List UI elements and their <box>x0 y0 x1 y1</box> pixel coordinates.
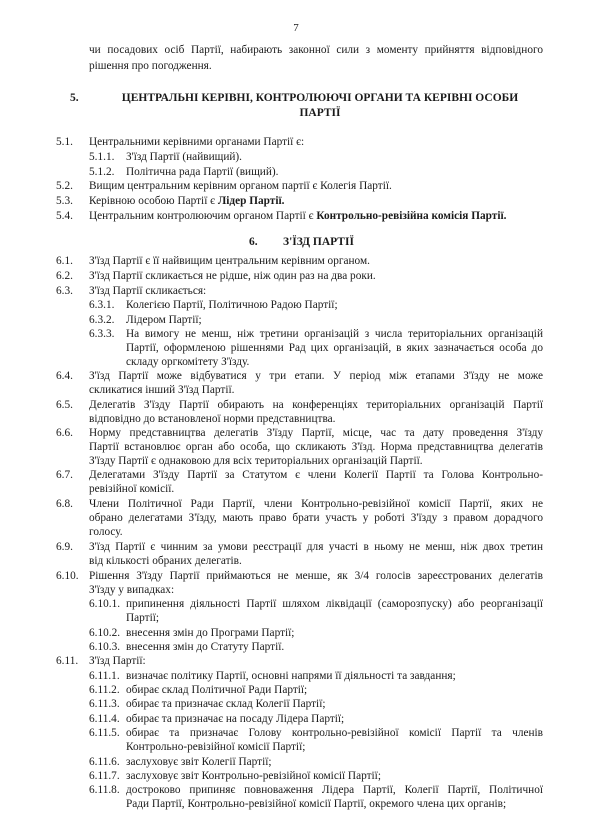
item-number: 6.7. <box>56 469 73 481</box>
item-text-line: З'їзд Партії може відбуватися у три етапи. У період між етапами З'їзду не може <box>89 370 543 382</box>
item-text: Вищим центральним керівним органом партії є Колегія Партії. <box>89 180 392 192</box>
item-text: З'їзд Партії: <box>89 655 146 667</box>
item-text-line: Делегатами З'їзду Партії за Статутом є члени Колегії Партії та Голова Контрольно- <box>89 469 543 481</box>
item-text-line: Норму представництва делегатів З'їзду Партії, місце, час та дату проведення З'їзду <box>89 427 543 439</box>
item-text-line: відповідно до встановленої норми представництва. <box>89 413 336 425</box>
item-number: 6.10.2. <box>89 627 121 639</box>
item-text-line: припинення діяльності Партії шляхом ліквідації (саморозпуску) або реорганізації <box>126 598 543 610</box>
item-text-line: Делегатів З'їзду Партії обирають на конференціях територіальних організацій Партії <box>89 399 543 411</box>
item-text: Лідером Партії; <box>126 314 202 326</box>
item-number: 6.11. <box>56 655 79 667</box>
item-number: 6.3.1. <box>89 299 115 311</box>
item-text-line: скликатися інший З'їзд Партії. <box>89 384 235 396</box>
item-number: 5.1. <box>56 136 73 148</box>
item-number: 6.5. <box>56 399 73 411</box>
item-number: 6.10.3. <box>89 641 121 653</box>
item-text-line: Ради Партії, Контрольно-ревізійної комісії Партії, окремого члена цих органів; <box>126 798 507 810</box>
item-number: 6.8. <box>56 498 73 510</box>
item-text-line: На вимогу не менш, ніж третини організацій з числа територіальних організацій <box>126 328 543 340</box>
item-text: З'їзд Партії скликається не рідше, ніж один раз на два роки. <box>89 270 376 282</box>
item-text-line: складу оргкомітету З'їзду. <box>126 356 250 368</box>
section-6-number: 6. <box>249 236 258 248</box>
item-text-line: Партії, оформленою рішеннями Рад цих організацій, в яких зазначається особа до <box>126 342 543 354</box>
item-number: 6.11.8. <box>89 784 120 796</box>
item-text: заслуховує звіт Колегії Партії; <box>126 756 272 768</box>
item-text: З'їзд Партії є її найвищим центральним керівним органом. <box>89 255 370 267</box>
item-text-line: Контрольно-ревізійної комісії Партії; <box>126 741 306 753</box>
item-text: З'їзд Партії (найвищий). <box>126 151 242 163</box>
item-text-line: від кількості обраних делегатів. <box>89 555 242 567</box>
section-5-title-line-2: ПАРТІЇ <box>299 107 341 119</box>
item-text-line: З'їзду у випадках: <box>89 584 175 596</box>
item-number: 5.3. <box>56 195 73 207</box>
item-text-line: обрано делегатами З'їзду, мають право брати участь у роботі З'їзду з правом дорадчого <box>89 512 543 524</box>
item-number: 6.11.3. <box>89 698 120 710</box>
item-number: 6.10. <box>56 570 79 582</box>
item-text: обирає та призначає склад Колегії Партії; <box>126 698 326 710</box>
item-text: Центральними керівними органами Партії є: <box>89 136 305 148</box>
item-number: 6.3.3. <box>89 328 115 340</box>
item-number: 6.3.2. <box>89 314 115 326</box>
item-text-line: ревізійної комісії. <box>89 483 175 495</box>
item-text-line: обирає та призначає Голову контрольно-ревізійної комісії Партії та членів <box>126 727 543 739</box>
item-text: заслуховує звіт Контрольно-ревізійної комісії Партії; <box>126 770 381 782</box>
item-number: 6.11.7. <box>89 770 120 782</box>
item-text: З'їзд Партії скликається: <box>89 285 207 297</box>
section-5-title-line-1: ЦЕНТРАЛЬНІ КЕРІВНІ, КОНТРОЛЮЮЧІ ОРГАНИ ТА КЕРІВНІ ОСОБИ <box>121 92 519 104</box>
item-text-line: голосу. <box>89 526 123 538</box>
bold-term: Контрольно-ревізійна комісія Партії. <box>316 210 507 222</box>
item-text: внесення змін до Програми Партії; <box>126 627 295 639</box>
item-number: 6.6. <box>56 427 73 439</box>
item-number: 5.2. <box>56 180 73 192</box>
item-number: 6.11.5. <box>89 727 120 739</box>
intro-line-1: чи посадових осіб Партії, набирають законної сили з моменту прийняття відповідного <box>89 44 543 56</box>
item-text-line: Партії встановлює орган або особа, що скликають З'їзд. Норма представництва делегатів <box>89 441 543 453</box>
item-text-line: достроково припиняє повноваження Лідера Партії, Колегії Партії, Політичної <box>126 784 543 796</box>
item-text-line: Члени Політичної Ради Партії, члени Контрольно-ревізійної комісії Партії, яких не <box>89 498 543 510</box>
item-text: обирає склад Політичної Ради Партії; <box>126 684 308 696</box>
item-text: Центральним контролюючим органом Партії є Контрольно-ревізійна комісія Партії. <box>89 210 507 222</box>
item-number: 6.3. <box>56 285 73 297</box>
item-text: Колегією Партії, Політичною Радою Партії; <box>126 299 338 311</box>
item-number: 6.1. <box>56 255 73 267</box>
item-text-line: З'їзду Партії є однаковою для всіх територіальних організацій Партії. <box>89 455 423 467</box>
bold-term: Лідер Партії. <box>217 195 285 207</box>
item-number: 6.4. <box>56 370 73 382</box>
item-number: 5.1.2. <box>89 166 115 178</box>
item-number: 6.2. <box>56 270 73 282</box>
item-text: обирає та призначає на посаду Лідера Партії; <box>126 713 345 725</box>
item-number: 5.1.1. <box>89 151 115 163</box>
item-text: внесення змін до Статуту Партії. <box>126 641 285 653</box>
item-text: визначає політику Партії, основні напрями її діяльності та завдання; <box>126 670 456 682</box>
item-text-line: З'їзд Партії є чинним за умови реєстрації для участі в ньому не менш, ніж двох третин <box>89 541 543 553</box>
item-number: 6.11.6. <box>89 756 120 768</box>
item-number: 6.11.4. <box>89 713 120 725</box>
item-text-line: Партії; <box>126 612 160 624</box>
section-6-title: З'ЇЗД ПАРТІЇ <box>283 236 354 248</box>
intro-line-2: рішення про погодження. <box>89 60 212 72</box>
item-number: 5.4. <box>56 210 73 222</box>
item-text: Політична рада Партії (вищий). <box>126 166 279 178</box>
item-number: 6.10.1. <box>89 598 121 610</box>
item-number: 6.9. <box>56 541 73 553</box>
item-text: Керівною особою Партії є Лідер Партії. <box>89 195 285 207</box>
page-number: 7 <box>293 22 299 34</box>
item-number: 6.11.2. <box>89 684 120 696</box>
item-number: 6.11.1. <box>89 670 120 682</box>
section-5-number: 5. <box>70 92 79 104</box>
item-text-line: Рішення З'їзду Партії приймаються не менше, як 3/4 голосів зареєстрованих делегатів <box>89 570 543 582</box>
